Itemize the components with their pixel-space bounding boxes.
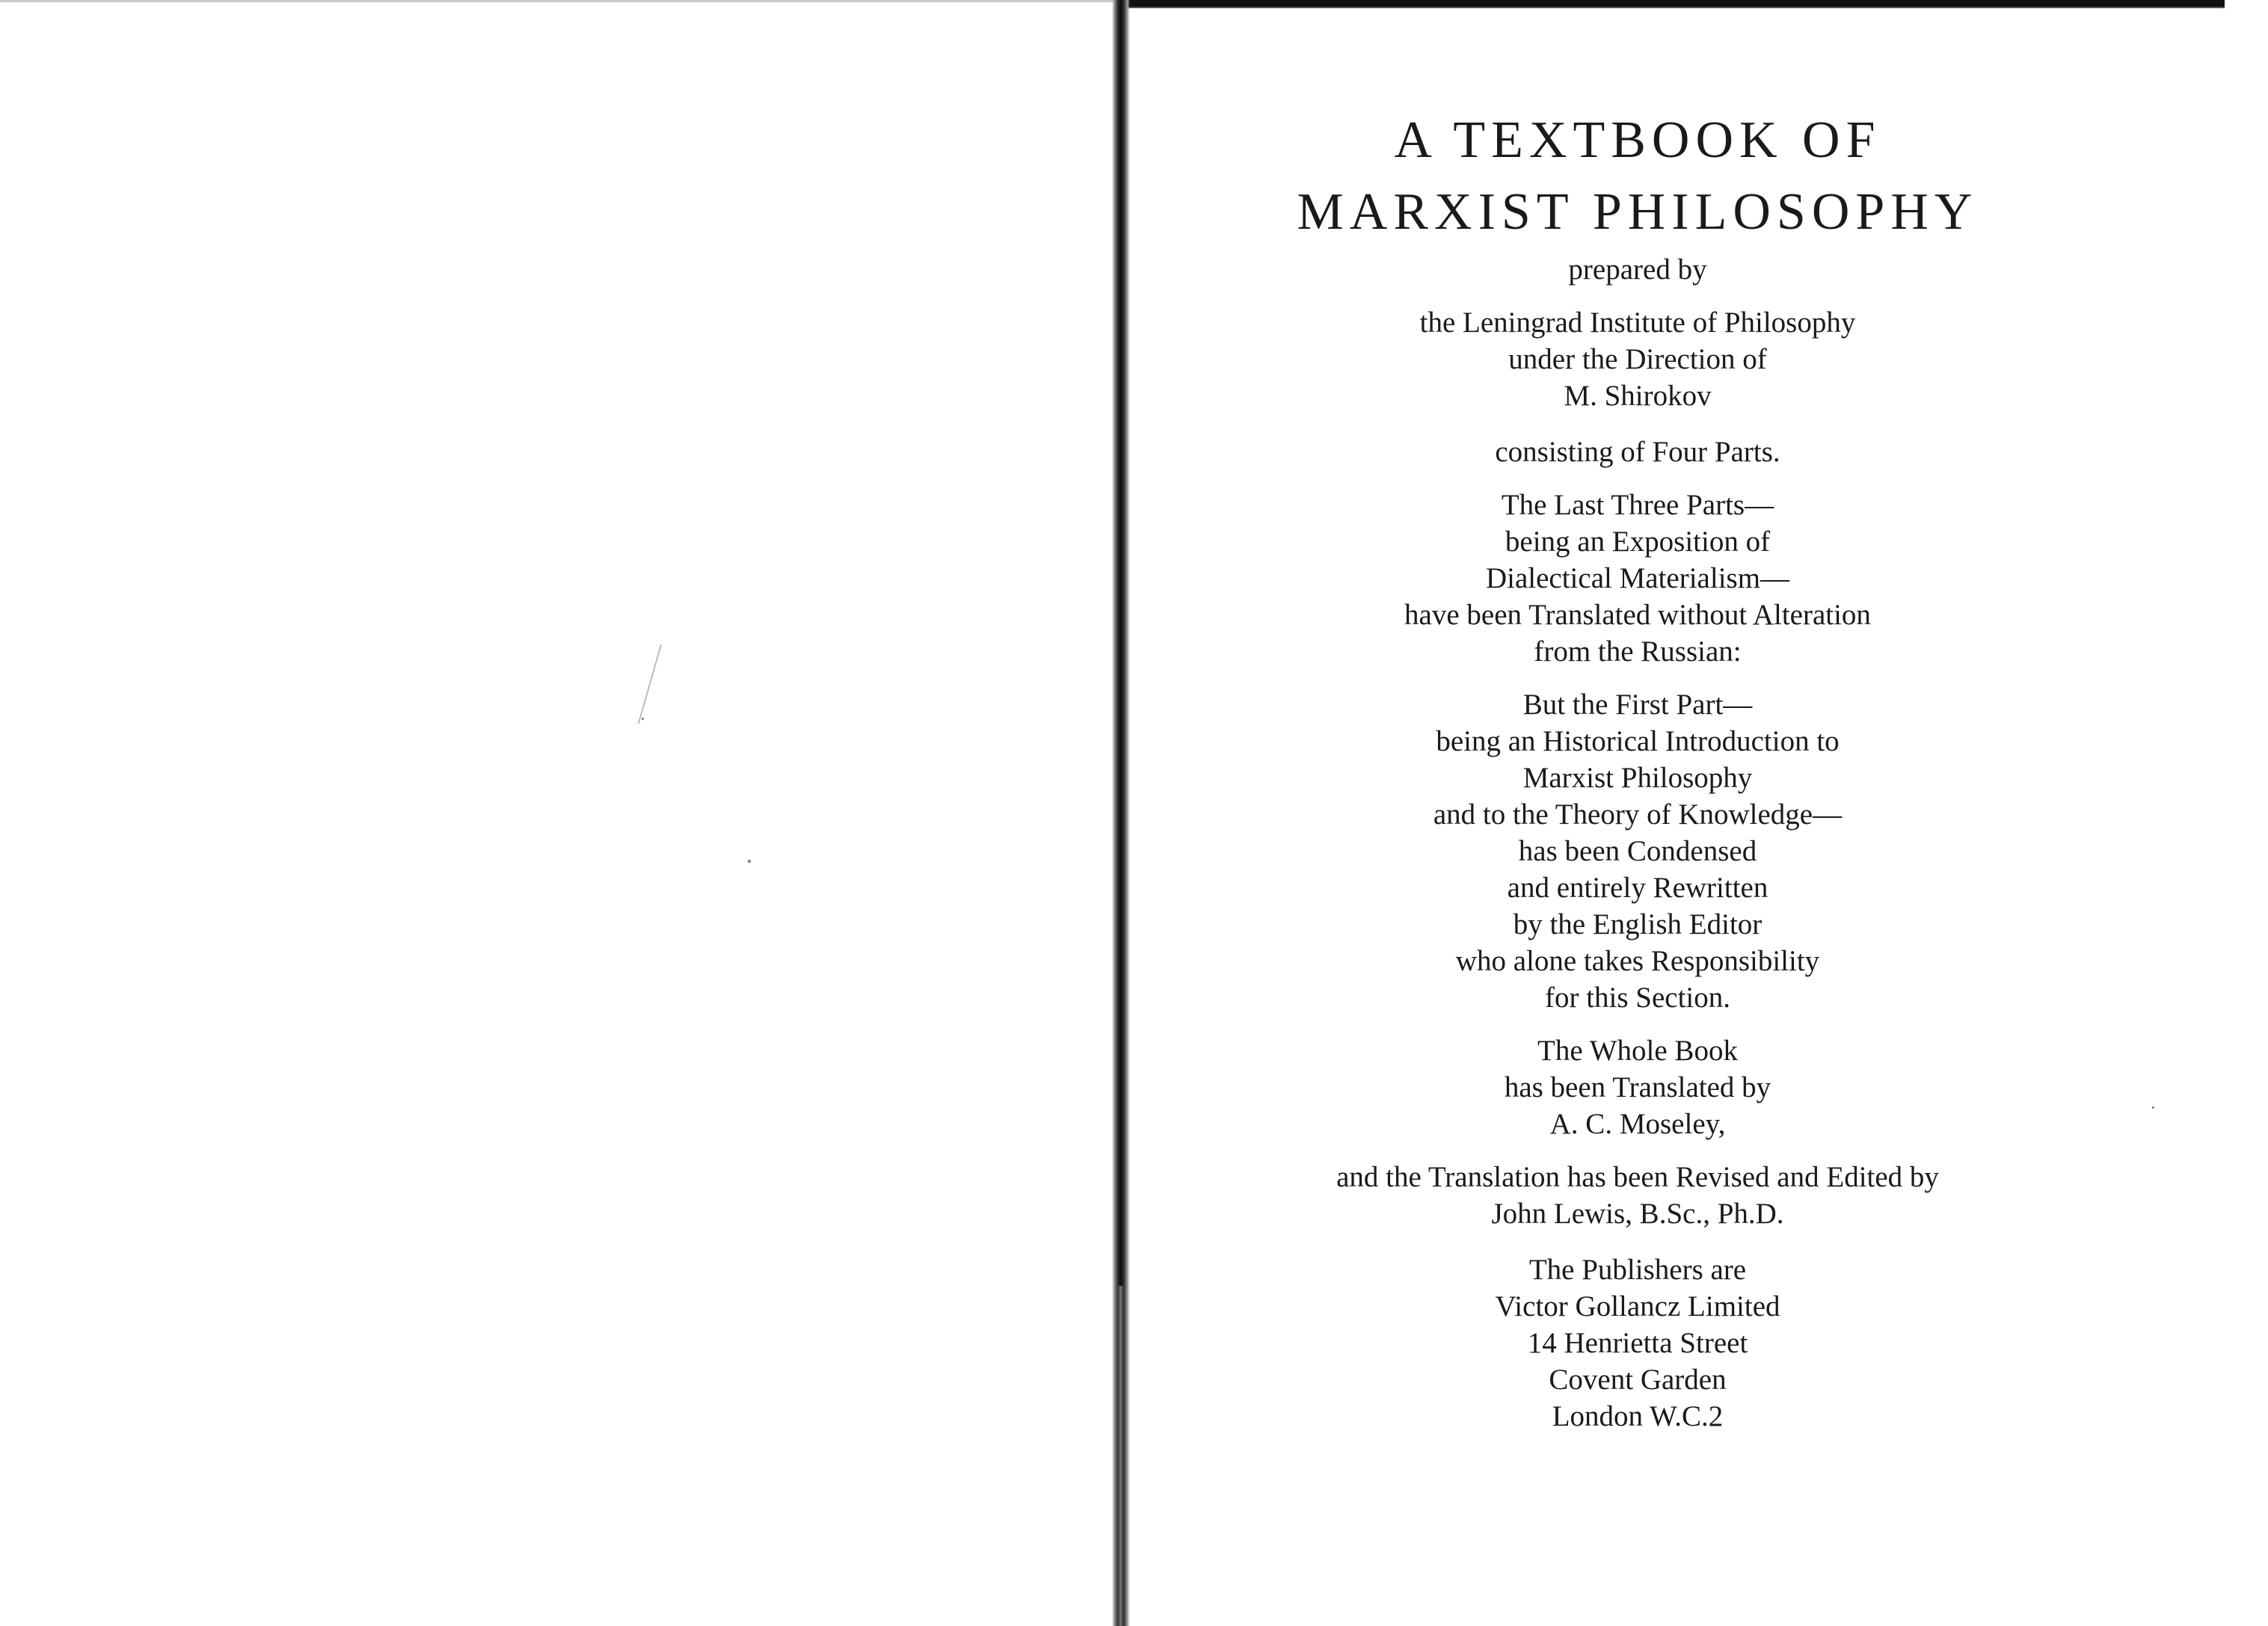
- institute-line: under the Direction of: [1508, 343, 1767, 375]
- publishers-line: Victor Gollancz Limited: [1495, 1290, 1780, 1322]
- publishers-line: Covent Garden: [1549, 1364, 1727, 1396]
- first-part-line: But the First Part—: [1522, 689, 1753, 721]
- institute-block: [1211, 304, 2064, 414]
- first-part-line: by the English Editor: [1513, 908, 1763, 940]
- first-part-line: for this Section.: [1544, 982, 1731, 1014]
- publishers-block: [1211, 1251, 2064, 1435]
- first-part-line: and to the Theory of Knowledge—: [1433, 798, 1843, 831]
- whole-book-line: The Whole Book: [1537, 1035, 1738, 1067]
- first-part-line: has been Condensed: [1518, 835, 1757, 867]
- first-part-line: and entirely Rewritten: [1507, 872, 1768, 904]
- first-part-block: [1211, 686, 2064, 1016]
- institute-line: the Leningrad Institute of Philosophy: [1419, 307, 1856, 339]
- first-part-line: being an Historical Introduction to: [1436, 725, 1840, 757]
- last-three-line: The Last Three Parts—: [1501, 489, 1774, 521]
- scan-speck: [748, 860, 751, 863]
- stray-pencil-mark: [638, 644, 662, 724]
- publishers-line: 14 Henrietta Street: [1527, 1327, 1748, 1359]
- consisting-line: consisting of Four Parts.: [1495, 436, 1780, 468]
- title-line-1: A TEXTBOOK OF: [1394, 111, 1881, 169]
- left-page-top-edge: [0, 0, 1122, 2]
- whole-book-line: A. C. Moseley,: [1549, 1108, 1726, 1140]
- scan-speck: [2152, 1106, 2154, 1109]
- last-three-line: from the Russian:: [1534, 635, 1742, 668]
- last-three-line: have been Translated without Alteration: [1404, 599, 1871, 631]
- scan-speck: [642, 718, 644, 720]
- title-line-2: MARXIST PHILOSOPHY: [1297, 183, 1979, 241]
- revised-line: and the Translation has been Revised and Edited by: [1336, 1161, 1939, 1193]
- whole-book-line: has been Translated by: [1504, 1071, 1771, 1103]
- first-part-line: Marxist Philosophy: [1522, 762, 1753, 794]
- title-page: [1211, 105, 2064, 1435]
- last-three-line: Dialectical Materialism—: [1485, 562, 1790, 594]
- institute-line: M. Shirokov: [1564, 380, 1712, 412]
- book-gutter-lower: [1116, 1286, 1124, 1626]
- last-three-parts-block: [1211, 487, 2064, 670]
- last-three-line: being an Exposition of: [1505, 526, 1771, 558]
- right-page-top-edge: [1122, 0, 2225, 12]
- prepared-by: prepared by: [1568, 253, 1707, 286]
- publishers-line: London W.C.2: [1552, 1400, 1724, 1432]
- revised-block: [1211, 1159, 2064, 1232]
- publishers-line: The Publishers are: [1528, 1254, 1747, 1286]
- whole-book-block: [1211, 1032, 2064, 1142]
- revised-line: John Lewis, B.Sc., Ph.D.: [1491, 1198, 1784, 1230]
- first-part-line: who alone takes Responsibility: [1455, 945, 1820, 977]
